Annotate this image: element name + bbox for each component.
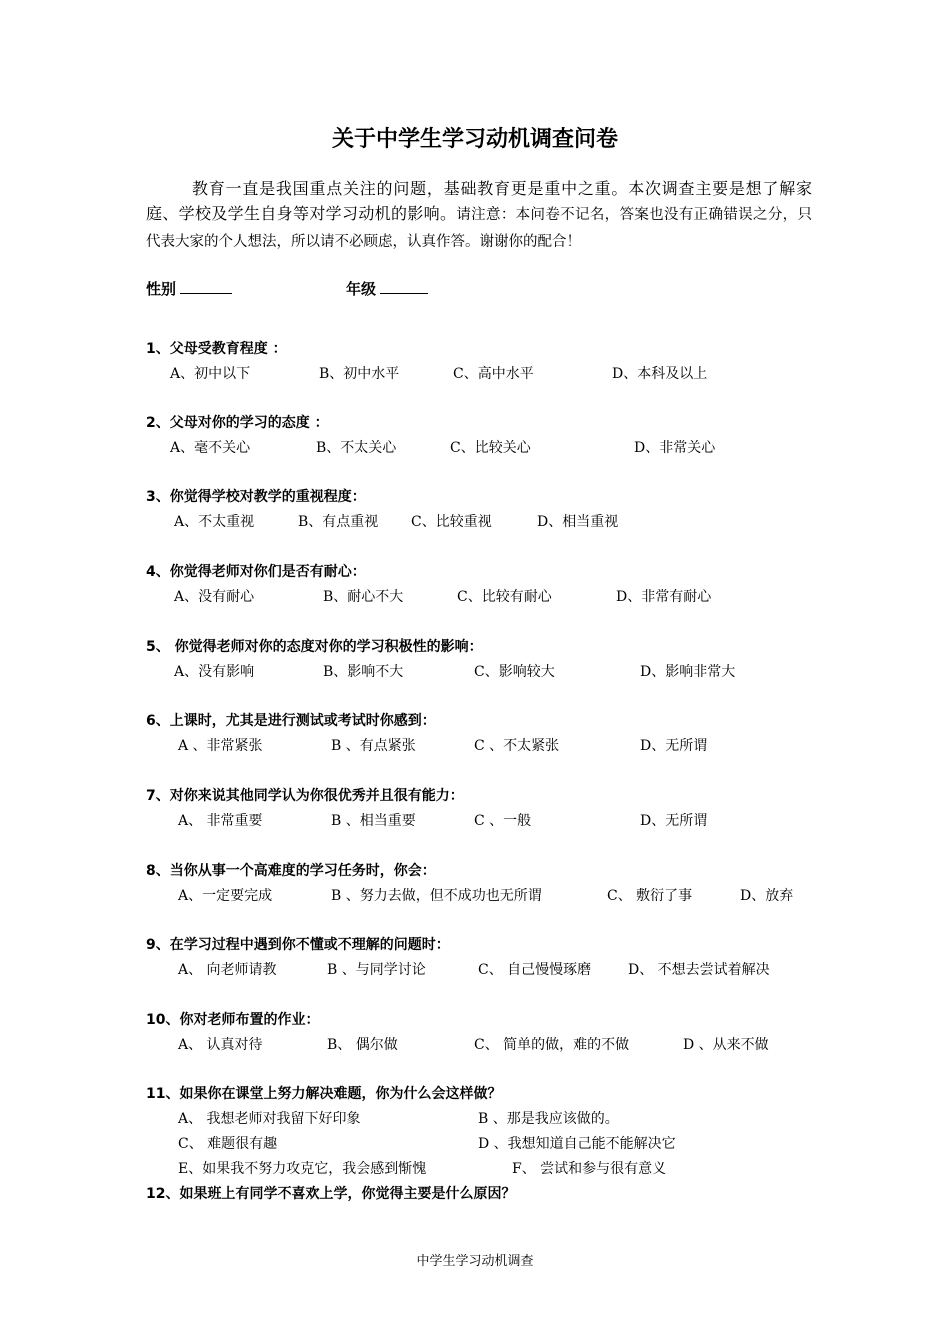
option-d[interactable]: D、相当重视: [537, 514, 619, 530]
option-b[interactable]: B 、努力去做，但不成功也无所谓: [331, 888, 542, 904]
option-d[interactable]: D 、从来不做: [683, 1037, 769, 1053]
option-row: [146, 1155, 826, 1180]
question-10: [146, 1009, 826, 1056]
option-a[interactable]: A、毫不关心: [170, 440, 251, 456]
option-c[interactable]: C、高中水平: [453, 366, 534, 382]
option-d[interactable]: D、无所谓: [640, 813, 708, 829]
option-c[interactable]: C、比较有耐心: [457, 589, 552, 605]
option-c[interactable]: C、 自己慢慢琢磨: [478, 962, 592, 978]
question-7: [146, 785, 826, 832]
question-text: 8、当你从事一个高难度的学习任务时，你会：: [146, 863, 436, 879]
option-d[interactable]: D、本科及以上: [612, 366, 708, 382]
option-c[interactable]: C、 敷衍了事: [607, 888, 693, 904]
option-row: [146, 583, 826, 608]
question-12: [146, 1183, 826, 1205]
grade-field[interactable]: [346, 278, 428, 299]
question-text: 3、你觉得学校对教学的重视程度：: [146, 489, 366, 505]
option-d[interactable]: D、非常有耐心: [616, 589, 712, 605]
question-text: 10、你对老师布置的作业：: [146, 1012, 320, 1028]
option-c[interactable]: C 、不太紧张: [474, 738, 560, 754]
option-row: [146, 508, 826, 533]
option-d[interactable]: D 、我想知道自己能不能解决它: [478, 1136, 676, 1152]
intro-note-text: 请注意：本问卷不记名，答案也没有正确错误之分，只代表大家的个人想法，所以请不必顾虑，认真作答。谢谢你的配合！: [146, 207, 812, 250]
option-a[interactable]: A、 向老师请教: [178, 962, 277, 978]
option-d[interactable]: D、影响非常大: [640, 664, 736, 680]
option-row: [146, 956, 826, 981]
option-a[interactable]: A、不太重视: [174, 514, 255, 530]
gender-field[interactable]: [146, 278, 232, 299]
question-9: [146, 934, 826, 981]
question-text: 11、如果你在课堂上努力解决难题，你为什么会这样做？: [146, 1086, 502, 1102]
option-c[interactable]: C、影响较大: [474, 664, 555, 680]
option-a[interactable]: A、 非常重要: [178, 813, 263, 829]
question-4: [146, 561, 826, 608]
question-text: 9、在学习过程中遇到你不懂或不理解的问题时：: [146, 937, 450, 953]
option-e[interactable]: E、如果我不努力攻克它，我会感到惭愧: [178, 1161, 427, 1177]
option-a[interactable]: A、一定要完成: [178, 888, 273, 904]
option-c[interactable]: C、比较关心: [450, 440, 531, 456]
option-row: [146, 807, 826, 832]
option-b[interactable]: B、影响不大: [323, 664, 404, 680]
option-row: [146, 1105, 826, 1130]
question-text: 6、上课时，尤其是进行测试或考试时你感到：: [146, 713, 436, 729]
question-11: [146, 1083, 826, 1180]
option-d[interactable]: D、无所谓: [640, 738, 708, 754]
question-text: 7、对你来说其他同学认为你很优秀并且很有能力：: [146, 788, 464, 804]
option-d[interactable]: D、 不想去尝试着解决: [628, 962, 770, 978]
option-a[interactable]: A、初中以下: [170, 366, 251, 382]
gender-label: 性别: [146, 280, 177, 298]
grade-label: 年级: [346, 280, 377, 298]
question-text: 5、 你觉得老师对你的态度对你的学习积极性的影响：: [146, 639, 483, 655]
option-b[interactable]: B、 偶尔做: [327, 1037, 398, 1053]
question-text: 12、如果班上有同学不喜欢上学，你觉得主要是什么原因？: [146, 1186, 516, 1202]
option-a[interactable]: A、 认真对待: [178, 1037, 263, 1053]
option-row: [146, 434, 826, 459]
option-a[interactable]: A、没有影响: [174, 664, 255, 680]
option-row: [146, 658, 826, 683]
page-title: 关于中学生学习动机调查问卷: [331, 127, 618, 152]
option-row: [146, 882, 826, 907]
option-b[interactable]: B 、有点紧张: [331, 738, 416, 754]
option-row: [146, 1031, 826, 1056]
question-text: 2、父母对你的学习的态度 ：: [146, 415, 329, 431]
option-f[interactable]: F、 尝试和参与很有意义: [512, 1161, 667, 1177]
option-b[interactable]: B 、那是我应该做的。: [478, 1111, 619, 1127]
option-a[interactable]: A、 我想老师对我留下好印象: [178, 1111, 361, 1127]
question-1: [146, 338, 826, 385]
question-5: [146, 636, 826, 683]
question-2: [146, 412, 826, 459]
question-text: 1、父母受教育程度 ：: [146, 341, 287, 357]
question-text: 4、你觉得老师对你们是否有耐心：: [146, 564, 366, 580]
option-c[interactable]: C、 难题很有趣: [178, 1136, 278, 1152]
intro-paragraph: [146, 176, 812, 255]
option-b[interactable]: B 、相当重要: [331, 813, 416, 829]
option-row: [146, 1130, 826, 1155]
option-row: [146, 732, 826, 757]
question-8: [146, 860, 826, 907]
intro-main-text: 教育一直是我国重点关注的问题，基础教育更是重中之重。本次调查主要是想了解家庭、学校及学生自身等对学习动机的影响。: [146, 179, 812, 223]
option-b[interactable]: B 、与同学讨论: [327, 962, 426, 978]
option-c[interactable]: C、比较重视: [411, 514, 492, 530]
question-6: [146, 710, 826, 757]
option-c[interactable]: C 、一般: [474, 813, 532, 829]
option-b[interactable]: B、初中水平: [319, 366, 400, 382]
page-footer: 中学生学习动机调查: [416, 1254, 534, 1269]
option-b[interactable]: B、有点重视: [298, 514, 379, 530]
option-b[interactable]: B、耐心不大: [323, 589, 404, 605]
option-a[interactable]: A、没有耐心: [174, 589, 255, 605]
question-3: [146, 486, 826, 533]
option-a[interactable]: A 、非常紧张: [178, 738, 263, 754]
option-d[interactable]: D、非常关心: [634, 440, 716, 456]
gender-blank[interactable]: [180, 279, 232, 294]
option-b[interactable]: B、不太关心: [316, 440, 397, 456]
option-c[interactable]: C、 简单的做，难的不做: [474, 1037, 630, 1053]
option-d[interactable]: D、放弃: [740, 888, 794, 904]
option-row: [146, 360, 826, 385]
grade-blank[interactable]: [380, 279, 428, 294]
